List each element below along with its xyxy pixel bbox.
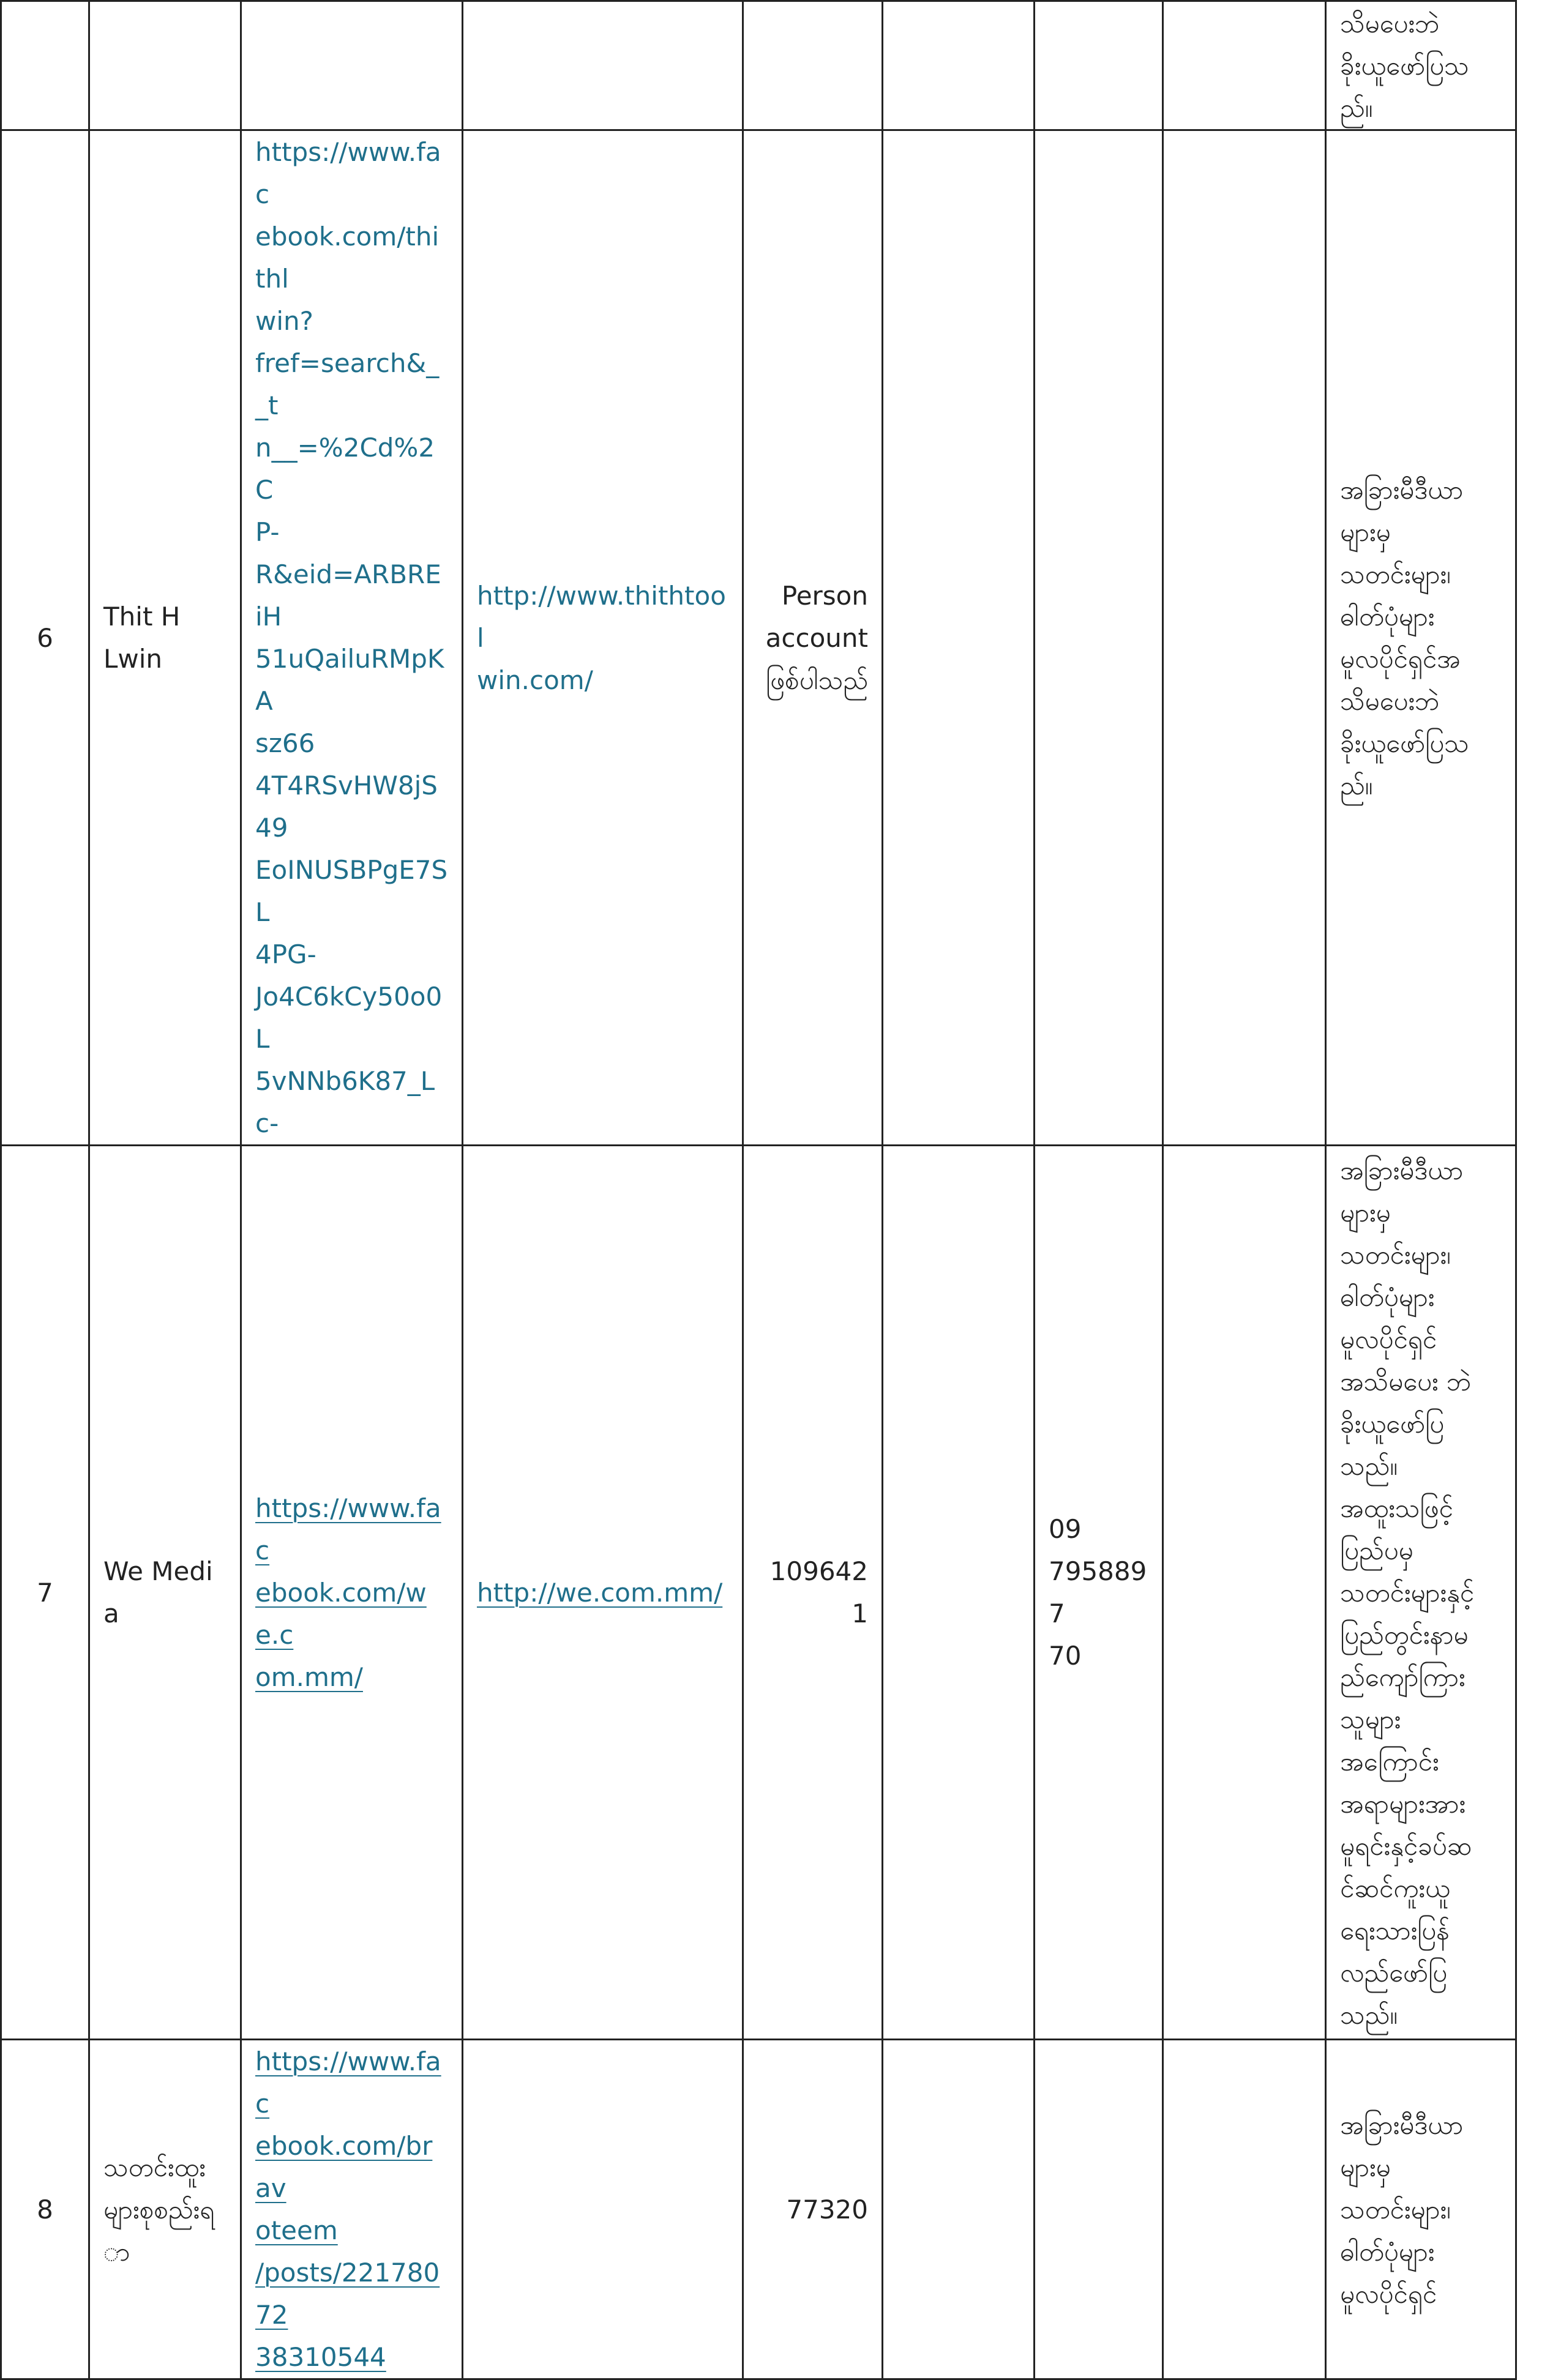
facebook-link-cell xyxy=(241,1146,463,2040)
page-name: သတင်းထူး များစုစည်းရ ာ xyxy=(89,2040,241,2379)
row-number: 6 xyxy=(1,130,89,1146)
phone-cell xyxy=(1035,2040,1163,2379)
followers-cell: Person account ဖြစ်ပါသည် xyxy=(743,130,883,1146)
remarks-cell: အခြားမီဒီယာ များမှ သတင်းများ၊ ဓါတ်ပုံများ မူလပိုင်ရှင်အ သိမပေးဘဲ ခိုးယူဖော်ပြသ ည်။ xyxy=(1326,130,1516,1146)
empty-cell xyxy=(1163,1,1326,130)
facebook-link-cell xyxy=(241,130,463,1146)
facebook-link[interactable]: https://www.fac ebook.com/brav oteem /posts/22178072 38310544 xyxy=(255,2046,441,2372)
remarks-cell: သိမပေးဘဲ ခိုးယူဖော်ပြသ ည်။ xyxy=(1326,1,1516,130)
page-name xyxy=(89,1,241,130)
website-link-cell xyxy=(463,130,743,1146)
table-row xyxy=(1,1146,1516,2040)
empty-cell xyxy=(883,1,1035,130)
followers-cell xyxy=(743,1,883,130)
website-link-cell xyxy=(463,1146,743,2040)
website-link xyxy=(463,2040,743,2379)
empty-cell xyxy=(1163,2040,1326,2379)
phone-cell: 09 7958897 70 xyxy=(1035,1146,1163,2040)
empty-cell xyxy=(1163,1146,1326,2040)
facebook-link xyxy=(241,1,463,130)
empty-cell xyxy=(1163,130,1326,1146)
table-row xyxy=(1,130,1516,1146)
website-link[interactable]: http://www.thithtool win.com/ xyxy=(477,580,726,695)
table-row xyxy=(1,1,1516,130)
empty-cell xyxy=(883,130,1035,1146)
table-row xyxy=(1,2040,1516,2379)
website-link[interactable]: http://we.com.mm/ xyxy=(477,1577,723,1608)
phone-cell xyxy=(1035,1,1163,130)
page-name: We Media xyxy=(89,1146,241,2040)
row-number: 7 xyxy=(1,1146,89,2040)
followers-cell: 1096421 xyxy=(743,1146,883,2040)
facebook-link-cell xyxy=(241,2040,463,2379)
row-number xyxy=(1,1,89,130)
facebook-link[interactable]: https://www.fac ebook.com/thithl win? fref=search&__t n__=%2Cd%2C P- R&eid=ARBREiH 51uQailuRMpKA sz66 4T4RSvHW8jS49 EoINUSBPgE7SL 4PG- Jo4C6kCy50o0L 5vNNb6K87_Lc- xyxy=(255,137,448,1138)
followers-cell: 77320 xyxy=(743,2040,883,2379)
phone-cell xyxy=(1035,130,1163,1146)
empty-cell xyxy=(883,2040,1035,2379)
empty-cell xyxy=(883,1146,1035,2040)
remarks-cell: အခြားမီဒီယာ များမှ သတင်းများ၊ ဓါတ်ပုံများ မူလပိုင်ရှင် အသိမပေး ဘဲ ခိုးယူဖော်ပြ သည်။ အထူးသဖြင့် ပြည်ပမှ သတင်းများနှင့် ပြည်တွင်းနာမ ည်ကျော်ကြား သူများ အကြောင်း အရာများအား မူရင်းနှင့်ခပ်ဆ င်ဆင်ကူးယူ ရေးသားပြန် လည်ဖော်ပြ သည်။ xyxy=(1326,1146,1516,2040)
remarks-cell: အခြားမီဒီယာ များမှ သတင်းများ၊ ဓါတ်ပုံများ မူလပိုင်ရှင် xyxy=(1326,2040,1516,2379)
website-link xyxy=(463,1,743,130)
row-number: 8 xyxy=(1,2040,89,2379)
facebook-link[interactable]: https://www.fac ebook.com/we.c om.mm/ xyxy=(255,1493,441,1692)
page-name: Thit H Lwin xyxy=(89,130,241,1146)
